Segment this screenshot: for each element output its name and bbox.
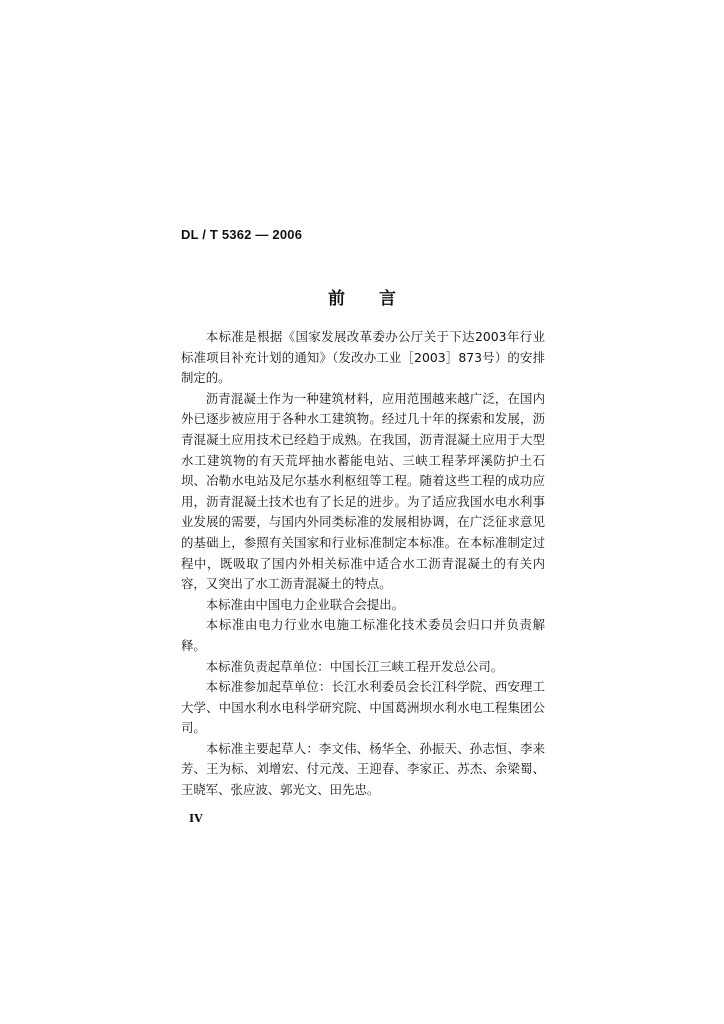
paragraph-main-drafters: 本标准主要起草人：李文伟、杨华全、孙振天、孙志恒、李来芳、王为标、刘增宏、付元茂、王迎春、李家正、苏杰、余梁蜀、王晓军、张应波、郭光文、田先忠。 xyxy=(181,740,545,798)
paragraph-background: 沥青混凝土作为一种建筑材料，应用范围越来越广泛，在国内外已逐步被应用于各种水工建筑物。经过几十年的探索和发展，沥青混凝土应用技术已经趋于成熟。在我国，沥青混凝土应用于大型水工建筑物的有天荒坪抽水蓄能电站、三峡工程茅坪溪防护土石坝、冶勒水电站及尼尔基水利枢纽等工程。随着这些工程的成功应用，沥青混凝土技术也有了长足的进步。为了适应我国水电水利事业发展的需要，与国内外同类标准的发展相协调，在广泛征求意见的基础上，参照有关国家和行业标准制定本标准。在本标准制定过程中，既吸取了国内外相关标准中适合水工沥青混凝土的有关内容，又突出了水工沥青混凝土的特点。 xyxy=(181,390,545,592)
page-number: IV xyxy=(189,812,203,825)
paragraph-proposer: 本标准由中国电力企业联合会提出。 xyxy=(205,596,405,612)
paragraph-basis: 本标准是根据《国家发展改革委办公厅关于下达2003年行业标准项目补充计划的通知》（发改办工业［2003］873号）的安排制定的。 xyxy=(181,329,545,386)
paragraph-interpretation: 本标准由电力行业水电施工标准化技术委员会归口并负责解释。 xyxy=(181,617,545,653)
standard-code: DL / T 5362 — 2006 xyxy=(181,227,303,242)
body-text xyxy=(181,327,545,801)
paragraph-lead-drafter: 本标准负责起草单位：中国长江三峡工程开发总公司。 xyxy=(205,658,504,674)
paragraph-participating-drafters: 本标准参加起草单位：长江水利委员会长江科学院、西安理工大学、中国水利水电科学研究院、中国葛洲坝水利水电工程集团公司。 xyxy=(181,679,545,736)
page-title: 前言 xyxy=(328,289,430,309)
